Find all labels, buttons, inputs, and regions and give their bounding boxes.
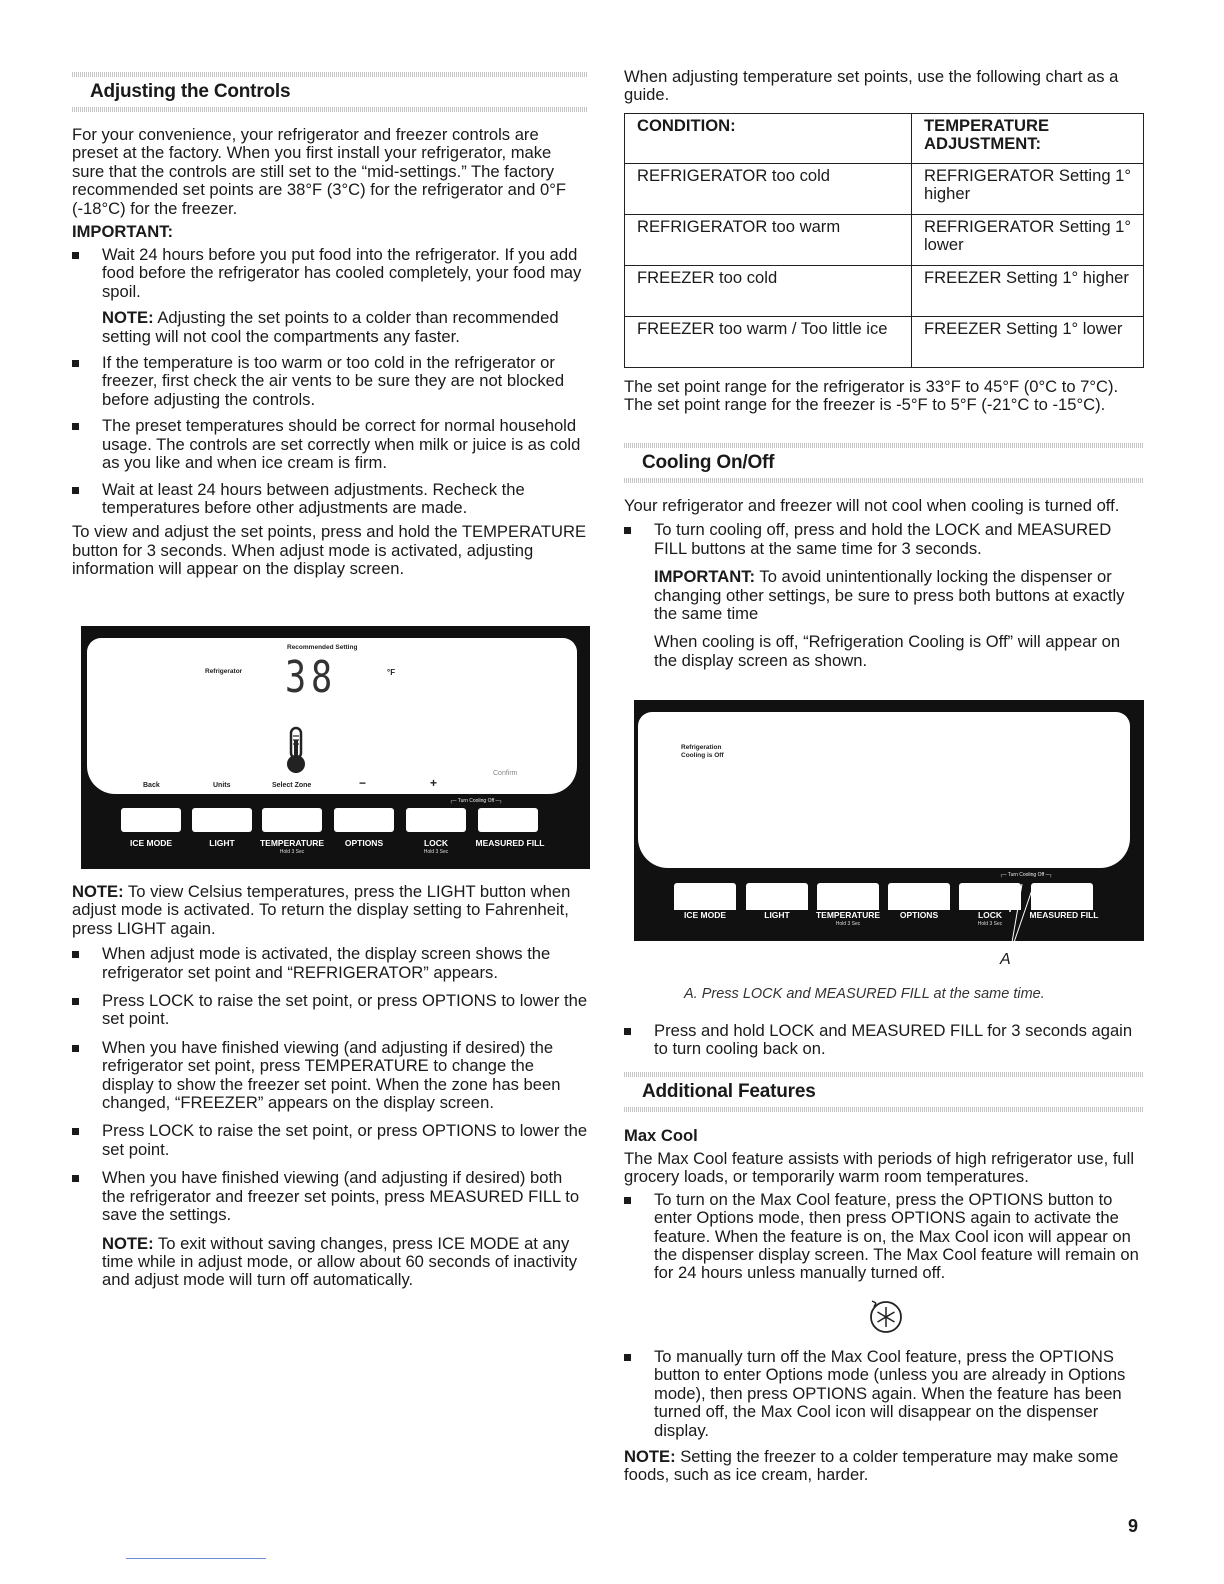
section-divider [624,1072,1144,1077]
display-screen [87,638,577,794]
figure-caption: A. Press LOCK and MEASURED FILL at the same time. [684,986,1045,1002]
bullet-lock-options: Press LOCK to raise the set point, or press OPTIONS to lower the set point. [72,992,588,1029]
zone-label: Refrigerator [205,668,243,675]
section-title-cooling: Cooling On/Off [642,452,775,473]
lock-label: LOCK [959,910,1021,920]
max-cool-icon [866,1297,906,1337]
soft-label-plus: + [430,776,438,790]
options-label: OPTIONS [344,838,384,848]
bullet-max-cool-off: To manually turn off the Max Cool feature, press the OPTIONS button to enter Options mode (unless you are already in Options mode), then press OPTIONS again. When the feature has been turned off, the Max Cool icon will disappear on the dispenser display. [624,1348,1144,1440]
table-cell: REFRIGERATOR Setting 1° higher [912,164,1144,215]
recommended-setting-label: Recommended Setting [287,644,358,651]
temperature-hold-label: Hold 3 Sec [279,849,305,855]
soft-label-units: Units [213,782,231,789]
turn-cooling-off-label: ┌─ Turn Cooling Off ─┐ [999,872,1053,878]
section-title-adjusting: Adjusting the Controls [90,81,291,102]
soft-label-confirm: Confirm [493,770,518,777]
section-divider [624,1107,1144,1112]
bullet-lock-options-freezer: Press LOCK to raise the set point, or press OPTIONS to lower the set point. [72,1122,588,1159]
table-header-row [625,114,1144,164]
light-label: LIGHT [746,910,808,920]
adjusting-body-top [72,126,588,579]
note-label: NOTE: [102,1233,154,1253]
cooling-body [624,497,1144,670]
max-cool-heading: Max Cool [624,1126,698,1145]
cooling-section-header [624,443,1144,483]
important-press-both [624,568,1144,623]
table-cell: FREEZER too warm / Too little ice [625,317,912,368]
measured-fill-label: MEASURED FILL [475,838,545,848]
max-cool-section [624,1126,1144,1283]
bullet-wait-24h: Wait 24 hours before you put food into the refrigerator. If you add food before the refrigerator has cooled completely, your food may spoil. [72,246,588,301]
section-title-additional: Additional Features [642,1081,816,1102]
temperature-button[interactable] [262,808,322,832]
note-exit-without-saving [72,1235,588,1290]
temperature-guide-table [624,113,1144,368]
cooling-off-display-text: When cooling is off, “Refrigeration Cooling is Off” will appear on the display screen as shown. [654,632,1121,670]
note-text: Adjusting the set points to a colder than recommended setting will not cool the compartments any faster. [102,308,559,346]
note-label: NOTE: [72,882,124,901]
adjusting-controls-section [72,72,588,112]
cooling-off-message-line1: Refrigeration [681,744,722,751]
ice-mode-button[interactable] [121,808,181,832]
turn-cooling-off-label: ┌─ Turn Cooling Off ─┐ [449,798,503,804]
note-celsius [72,883,588,938]
section-divider [624,443,1144,448]
section-divider [72,72,588,77]
bullet-max-cool-on: To turn on the Max Cool feature, press the OPTIONS button to enter Options mode, then press OPTIONS again to activate the feature. When the feature is on, the Max Cool icon will appear on the dispenser display screen. The Max Cool feature will remain on for 24 hours unless manually turned off. [624,1191,1144,1283]
temperature-label: TEMPERATURE [259,838,325,848]
additional-section-header [624,1072,1144,1112]
options-button[interactable] [334,808,394,832]
callout-pointer [1004,880,1044,960]
table-cell: FREEZER too cold [625,266,912,317]
thermometer-icon [283,726,309,776]
footer-rule [126,1558,266,1559]
section-divider [72,107,588,112]
table-row [625,317,1144,368]
bullet-preset-temps: The preset temperatures should be correct for normal household usage. The controls are set correctly when milk or juice is as cold as you like and when ice cream is firm. [72,417,588,472]
lock-button[interactable] [406,808,466,832]
callout-letter: A [1000,951,1011,968]
light-button[interactable] [192,808,252,832]
lock-hold-label: Hold 3 Sec [423,849,449,855]
bullet-turn-cooling-off: To turn cooling off, press and hold the LOCK and MEASURED FILL buttons at the same time for 3 seconds. [624,521,1144,558]
bullet-adjust-mode: When adjust mode is activated, the display screen shows the refrigerator set point and “REFRIGERATOR” appears. [72,945,588,982]
note-colder-setting [72,309,588,346]
options-label: OPTIONS [888,910,950,920]
ice-mode-label: ICE MODE [129,838,173,848]
lock-label: LOCK [423,838,449,848]
cooling-intro: Your refrigerator and freezer will not cool when cooling is turned off. [624,496,1120,515]
cooling-off-message-line2: Cooling is Off [681,752,724,759]
important-label: IMPORTANT: [654,567,756,587]
soft-label-minus: − [359,776,367,790]
table-row [625,164,1144,215]
table-row [625,215,1144,266]
temperature-label: TEMPERATURE [812,910,884,920]
bullet-finished-refrigerator: When you have finished viewing (and adjusting if desired) the refrigerator set point, press TEMPERATURE to change the display to show the freezer set point. When the zone has been changed, “FREEZER” appears on the display screen. [72,1039,588,1113]
bullet-turn-cooling-on: Press and hold LOCK and MEASURED FILL for 3 seconds again to turn cooling back on. [624,1022,1144,1059]
bullet-save-settings: When you have finished viewing (and adjusting if desired) both the refrigerator and freezer set points, press MEASURED FILL to save the settings. [72,1169,588,1224]
lock-hold-label: Hold 3 Sec [977,921,1003,927]
table-header-cell: CONDITION: [625,114,912,164]
table-cell: FREEZER Setting 1° higher [912,266,1144,317]
light-label: LIGHT [209,838,235,848]
note-text: Setting the freezer to a colder temperature may make some foods, such as ice cream, harder. [624,1447,1119,1485]
range-paragraph: The set point range for the refrigerator is 33°F to 45°F (0°C to 7°C). The set point range for the freezer is -5°F to 5°F (-21°C to -15°C). [624,377,1119,415]
max-cool-intro: The Max Cool feature assists with periods of high refrigerator use, full grocery loads, or temporarily warm room temperatures. [624,1149,1135,1187]
view-adjust-paragraph: To view and adjust the set points, press and hold the TEMPERATURE button for 3 seconds. When adjust mode is activated, adjusting information will appear on the display screen. [72,522,587,579]
unit-label: °F [387,668,396,677]
important-text: To avoid unintentionally locking the dispenser or changing other settings, be sure to press both buttons at exactly the same time [654,567,1125,624]
note-text: To exit without saving changes, press ICE MODE at any time while in adjust mode, or allow about 60 seconds of inactivity and adjust mode will turn off automatically. [102,1233,578,1290]
important-heading: IMPORTANT: [72,222,174,242]
intro-paragraph: For your convenience, your refrigerator and freezer controls are preset at the factory. When you first install your refrigerator, make sure that the controls are still set to the “mid-settings.” The factory recommended set points are 38°F (3°C) for the refrigerator and 0°F (-18°C) for the freezer. [72,125,566,218]
soft-label-back: Back [143,782,160,789]
measured-fill-button[interactable] [478,808,538,832]
measured-fill-label: MEASURED FILL [1029,910,1099,920]
table-cell: REFRIGERATOR too warm [625,215,912,266]
adjusting-body-bottom [72,883,588,1290]
soft-label-select-zone: Select Zone [272,782,312,789]
bullet-too-warm-cold: If the temperature is too warm or too cold in the refrigerator or freezer, first check the air vents to be sure they are not blocked before adjusting the controls. [72,354,588,409]
ice-mode-label: ICE MODE [674,910,736,920]
temperature-hold-label: Hold 3 Sec [835,921,861,927]
table-row [625,266,1144,317]
note-text: To view Celsius temperatures, press the LIGHT button when adjust mode is activated. To return the display setting to Fahrenheit, press LIGHT again. [72,882,571,938]
chart-intro: When adjusting temperature set points, use the following chart as a guide. [624,67,1119,105]
table-cell: FREEZER Setting 1° lower [912,317,1144,368]
set-point-display: 38 [285,652,337,703]
dispenser-panel-adjust [81,626,590,869]
note-label: NOTE: [624,1447,676,1467]
dispenser-panel-cooling-off [634,700,1144,941]
table-cell: REFRIGERATOR too cold [625,164,912,215]
bullet-wait-between: Wait at least 24 hours between adjustments. Recheck the temperatures before other adjustments are made. [72,481,588,518]
table-cell: REFRIGERATOR Setting 1° lower [912,215,1144,266]
display-screen [638,712,1130,868]
page-number: 9 [1128,1516,1139,1536]
note-freezer-colder [624,1448,1144,1485]
max-cool-off-section [624,1348,1144,1485]
note-label: NOTE: [102,308,154,328]
table-header-cell: TEMPERATURE ADJUSTMENT: [912,114,1144,164]
section-divider [624,478,1144,483]
